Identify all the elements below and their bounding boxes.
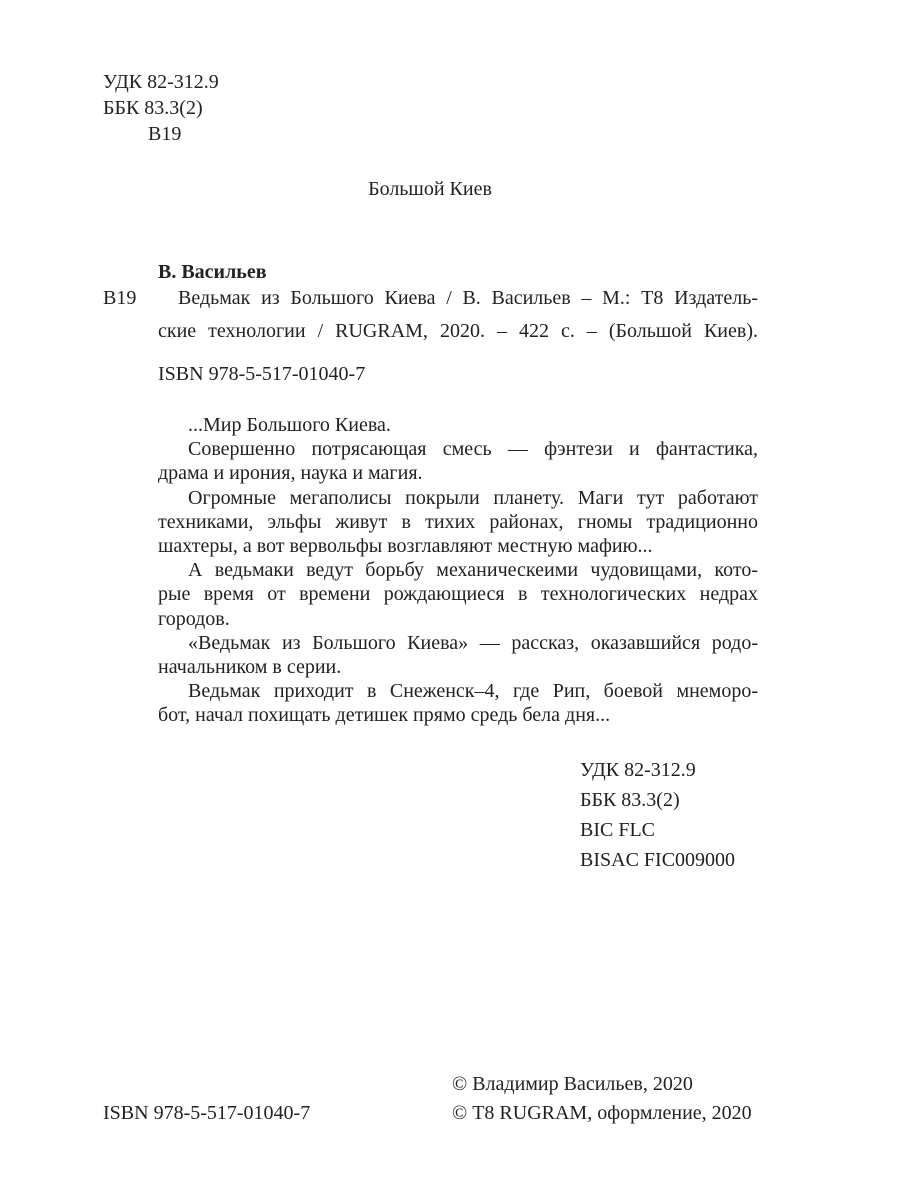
annotation-line: драма и ирония, наука и магия. bbox=[158, 462, 423, 485]
annotation-line: А ведьмаки ведут борьбу механическеими чудовищами, кото- bbox=[188, 559, 758, 582]
annotation-line: Огромные мегаполисы покрыли планету. Маги тут работают bbox=[188, 486, 758, 509]
annotation-line: техниками, эльфы живут в тихих районах, гномы традиционно bbox=[158, 510, 758, 533]
catalog-description-line-2: ские технологии / RUGRAM, 2020. – 422 с. – (Большой Киев). bbox=[158, 320, 758, 342]
annotation bbox=[158, 413, 758, 727]
annotation-line: рые время от времени рождающиеся в технологических недрах bbox=[158, 583, 758, 606]
bbk-code: ББК 83.3(2) bbox=[580, 789, 680, 811]
udk-code: УДК 82-312.9 bbox=[103, 71, 219, 93]
catalog-isbn: ISBN 978-5-517-01040-7 bbox=[158, 363, 366, 385]
annotation-line: «Ведьмак из Большого Киева» — рассказ, оказавшийся родо- bbox=[188, 631, 758, 654]
bottom-isbn: ISBN 978-5-517-01040-7 bbox=[103, 1102, 311, 1124]
copyright-block bbox=[452, 1072, 752, 1130]
copyright-publisher: © Т8 RUGRAM, оформление, 2020 bbox=[452, 1102, 752, 1124]
bisac-code: BISAC FIC009000 bbox=[580, 849, 736, 871]
annotation-line: начальником в серии. bbox=[158, 655, 342, 678]
annotation-line: бот, начал похищать детишек прямо средь бела дня... bbox=[158, 704, 611, 727]
author-mark: В19 bbox=[148, 123, 182, 145]
series-title: Большой Киев bbox=[368, 178, 492, 200]
classification-codes bbox=[580, 758, 735, 878]
annotation-line: Ведьмак приходит в Снеженск–4, где Рип, боевой мнеморо- bbox=[188, 680, 758, 703]
copyright-author: © Владимир Васильев, 2020 bbox=[452, 1073, 693, 1095]
catalog-description-line-1: Ведьмак из Большого Киева / В. Васильев – М.: Т8 Издатель- bbox=[178, 287, 758, 309]
catalog-author-mark: В19 bbox=[103, 287, 137, 309]
annotation-line: ...Мир Большого Киева. bbox=[188, 414, 391, 436]
udk-code: УДК 82-312.9 bbox=[580, 759, 696, 781]
bic-code: BIC FLC bbox=[580, 819, 656, 841]
annotation-line: городов. bbox=[158, 607, 230, 630]
annotation-line: шахтеры, а вот вервольфы возглавляют местную мафию... bbox=[158, 534, 653, 557]
annotation-line: Совершенно потрясающая смесь — фэнтези и фантастика, bbox=[188, 438, 758, 461]
top-classification-codes bbox=[103, 70, 219, 148]
catalog-author: В. Васильев bbox=[158, 261, 267, 283]
bbk-code: ББК 83.3(2) bbox=[103, 97, 203, 119]
